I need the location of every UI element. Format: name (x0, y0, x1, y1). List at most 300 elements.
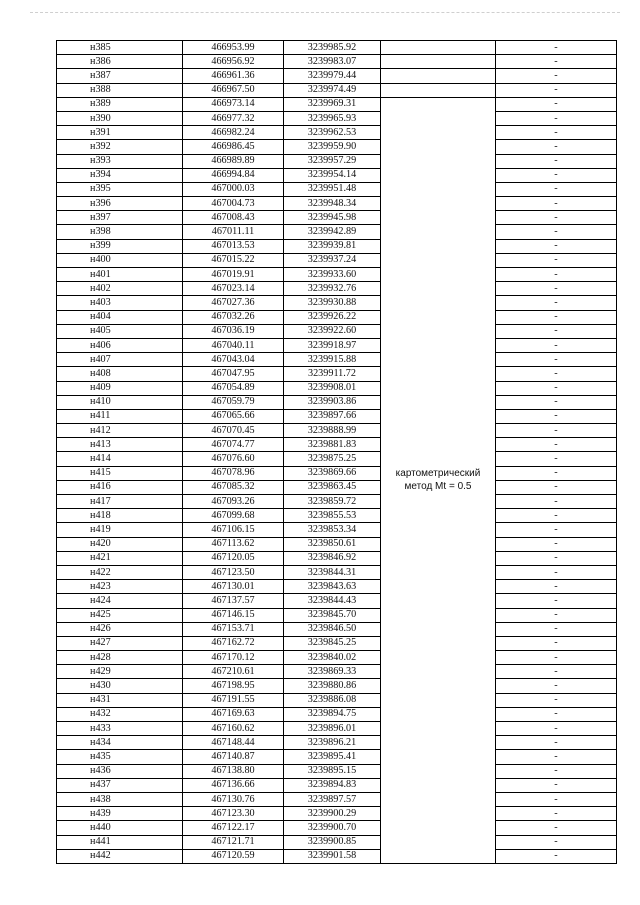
point-name-cell: н436 (57, 764, 183, 778)
point-name-cell: н420 (57, 537, 183, 551)
table-row (57, 565, 617, 579)
table-row (57, 324, 617, 338)
method-text-line1: картометрический (395, 468, 481, 480)
y-coordinate-cell: 3239840.02 (284, 651, 381, 665)
table-row (57, 722, 617, 736)
table-row (57, 424, 617, 438)
table-row (57, 679, 617, 693)
x-coordinate-cell: 467136.66 (183, 778, 284, 792)
y-coordinate-cell: 3239939.81 (284, 239, 381, 253)
y-coordinate-cell: 3239926.22 (284, 310, 381, 324)
y-coordinate-cell: 3239945.98 (284, 211, 381, 225)
dash-cell: - (496, 792, 617, 806)
y-coordinate-cell: 3239895.41 (284, 750, 381, 764)
point-name-cell: н433 (57, 722, 183, 736)
y-coordinate-cell: 3239850.61 (284, 537, 381, 551)
dash-cell: - (496, 565, 617, 579)
dash-cell: - (496, 211, 617, 225)
y-coordinate-cell: 3239897.57 (284, 792, 381, 806)
point-name-cell: н404 (57, 310, 183, 324)
table-row (57, 395, 617, 409)
dash-cell: - (496, 239, 617, 253)
point-name-cell: н422 (57, 565, 183, 579)
table-row (57, 168, 617, 182)
coordinates-table (56, 40, 617, 864)
point-name-cell: н425 (57, 608, 183, 622)
table-row (57, 849, 617, 863)
x-coordinate-cell: 467054.89 (183, 381, 284, 395)
point-name-cell: н387 (57, 69, 183, 83)
x-coordinate-cell: 467106.15 (183, 523, 284, 537)
point-name-cell: н423 (57, 580, 183, 594)
table-row (57, 55, 617, 69)
x-coordinate-cell: 467036.19 (183, 324, 284, 338)
x-coordinate-cell: 467122.17 (183, 821, 284, 835)
point-name-cell: н414 (57, 452, 183, 466)
table-row (57, 608, 617, 622)
point-name-cell: н427 (57, 636, 183, 650)
point-name-cell: н429 (57, 665, 183, 679)
table-row (57, 523, 617, 537)
x-coordinate-cell: 467153.71 (183, 622, 284, 636)
dash-cell: - (496, 636, 617, 650)
table-row (57, 792, 617, 806)
point-name-cell: н395 (57, 182, 183, 196)
y-coordinate-cell: 3239894.83 (284, 778, 381, 792)
table-row (57, 736, 617, 750)
x-coordinate-cell: 467070.45 (183, 424, 284, 438)
point-name-cell: н403 (57, 296, 183, 310)
y-coordinate-cell: 3239880.86 (284, 679, 381, 693)
x-coordinate-cell: 467047.95 (183, 367, 284, 381)
x-coordinate-cell: 467013.53 (183, 239, 284, 253)
y-coordinate-cell: 3239853.34 (284, 523, 381, 537)
table-row (57, 381, 617, 395)
point-name-cell: н410 (57, 395, 183, 409)
dash-cell: - (496, 140, 617, 154)
y-coordinate-cell: 3239932.76 (284, 282, 381, 296)
x-coordinate-cell: 467121.71 (183, 835, 284, 849)
dash-cell: - (496, 622, 617, 636)
point-name-cell: н430 (57, 679, 183, 693)
table-row (57, 495, 617, 509)
y-coordinate-cell: 3239859.72 (284, 495, 381, 509)
method-cell-empty (381, 55, 496, 69)
x-coordinate-cell: 467078.96 (183, 466, 284, 480)
table-row (57, 409, 617, 423)
y-coordinate-cell: 3239974.49 (284, 83, 381, 97)
point-name-cell: н386 (57, 55, 183, 69)
y-coordinate-cell: 3239983.07 (284, 55, 381, 69)
x-coordinate-cell: 467210.61 (183, 665, 284, 679)
point-name-cell: н400 (57, 253, 183, 267)
x-coordinate-cell: 467113.62 (183, 537, 284, 551)
x-coordinate-cell: 467123.30 (183, 807, 284, 821)
x-coordinate-cell: 467148.44 (183, 736, 284, 750)
y-coordinate-cell: 3239942.89 (284, 225, 381, 239)
table-row (57, 197, 617, 211)
table-row (57, 268, 617, 282)
dash-cell: - (496, 111, 617, 125)
dash-cell: - (496, 736, 617, 750)
dash-cell: - (496, 424, 617, 438)
dash-cell: - (496, 651, 617, 665)
x-coordinate-cell: 466961.36 (183, 69, 284, 83)
x-coordinate-cell: 467169.63 (183, 707, 284, 721)
method-cell-empty (381, 41, 496, 55)
dash-cell: - (496, 750, 617, 764)
table-row (57, 821, 617, 835)
x-coordinate-cell: 467027.36 (183, 296, 284, 310)
point-name-cell: н434 (57, 736, 183, 750)
dash-cell: - (496, 41, 617, 55)
dash-cell: - (496, 537, 617, 551)
y-coordinate-cell: 3239846.50 (284, 622, 381, 636)
y-coordinate-cell: 3239900.85 (284, 835, 381, 849)
x-coordinate-cell: 466953.99 (183, 41, 284, 55)
y-coordinate-cell: 3239881.83 (284, 438, 381, 452)
dash-cell: - (496, 835, 617, 849)
point-name-cell: н411 (57, 409, 183, 423)
dash-cell: - (496, 367, 617, 381)
y-coordinate-cell: 3239911.72 (284, 367, 381, 381)
dash-cell: - (496, 338, 617, 352)
dash-cell: - (496, 452, 617, 466)
table-row (57, 764, 617, 778)
x-coordinate-cell: 467076.60 (183, 452, 284, 466)
dash-cell: - (496, 764, 617, 778)
method-cell-empty (381, 69, 496, 83)
y-coordinate-cell: 3239962.53 (284, 126, 381, 140)
x-coordinate-cell: 467120.59 (183, 849, 284, 863)
point-name-cell: н415 (57, 466, 183, 480)
y-coordinate-cell: 3239922.60 (284, 324, 381, 338)
y-coordinate-cell: 3239969.31 (284, 97, 381, 111)
y-coordinate-cell: 3239937.24 (284, 253, 381, 267)
dash-cell: - (496, 225, 617, 239)
y-coordinate-cell: 3239888.99 (284, 424, 381, 438)
y-coordinate-cell: 3239844.31 (284, 565, 381, 579)
x-coordinate-cell: 467074.77 (183, 438, 284, 452)
table-row (57, 239, 617, 253)
dash-cell: - (496, 849, 617, 863)
dash-cell: - (496, 821, 617, 835)
y-coordinate-cell: 3239957.29 (284, 154, 381, 168)
method-text-line2: метод Mt = 0.5 (404, 481, 472, 493)
dash-cell: - (496, 523, 617, 537)
coordinates-table-body (57, 41, 617, 864)
y-coordinate-cell: 3239900.29 (284, 807, 381, 821)
table-row (57, 140, 617, 154)
point-name-cell: н393 (57, 154, 183, 168)
point-name-cell: н418 (57, 509, 183, 523)
point-name-cell: н424 (57, 594, 183, 608)
point-name-cell: н408 (57, 367, 183, 381)
y-coordinate-cell: 3239846.92 (284, 551, 381, 565)
x-coordinate-cell: 467093.26 (183, 495, 284, 509)
y-coordinate-cell: 3239895.15 (284, 764, 381, 778)
point-name-cell: н409 (57, 381, 183, 395)
x-coordinate-cell: 467019.91 (183, 268, 284, 282)
x-coordinate-cell: 467146.15 (183, 608, 284, 622)
table-row (57, 154, 617, 168)
table-row (57, 835, 617, 849)
y-coordinate-cell: 3239979.44 (284, 69, 381, 83)
y-coordinate-cell: 3239845.70 (284, 608, 381, 622)
y-coordinate-cell: 3239863.45 (284, 480, 381, 494)
table-row (57, 126, 617, 140)
dash-cell: - (496, 395, 617, 409)
point-name-cell: н390 (57, 111, 183, 125)
table-row (57, 310, 617, 324)
table-row (57, 338, 617, 352)
dash-cell: - (496, 665, 617, 679)
table-row (57, 594, 617, 608)
table-row (57, 551, 617, 565)
table-row (57, 253, 617, 267)
y-coordinate-cell: 3239855.53 (284, 509, 381, 523)
dash-cell: - (496, 97, 617, 111)
point-name-cell: н431 (57, 693, 183, 707)
dash-cell: - (496, 580, 617, 594)
table-row (57, 750, 617, 764)
x-coordinate-cell: 467162.72 (183, 636, 284, 650)
x-coordinate-cell: 467023.14 (183, 282, 284, 296)
y-coordinate-cell: 3239875.25 (284, 452, 381, 466)
table-row (57, 509, 617, 523)
table-row (57, 182, 617, 196)
x-coordinate-cell: 467040.11 (183, 338, 284, 352)
y-coordinate-cell: 3239933.60 (284, 268, 381, 282)
y-coordinate-cell: 3239869.33 (284, 665, 381, 679)
y-coordinate-cell: 3239930.88 (284, 296, 381, 310)
dash-cell: - (496, 268, 617, 282)
x-coordinate-cell: 467130.01 (183, 580, 284, 594)
dash-cell: - (496, 310, 617, 324)
dash-cell: - (496, 495, 617, 509)
x-coordinate-cell: 466986.45 (183, 140, 284, 154)
x-coordinate-cell: 467032.26 (183, 310, 284, 324)
point-name-cell: н439 (57, 807, 183, 821)
x-coordinate-cell: 466973.14 (183, 97, 284, 111)
table-row (57, 651, 617, 665)
point-name-cell: н391 (57, 126, 183, 140)
dash-cell: - (496, 509, 617, 523)
dash-cell: - (496, 69, 617, 83)
table-row (57, 807, 617, 821)
dash-cell: - (496, 282, 617, 296)
y-coordinate-cell: 3239896.21 (284, 736, 381, 750)
point-name-cell: н388 (57, 83, 183, 97)
point-name-cell: н398 (57, 225, 183, 239)
point-name-cell: н385 (57, 41, 183, 55)
point-name-cell: н394 (57, 168, 183, 182)
x-coordinate-cell: 467085.32 (183, 480, 284, 494)
y-coordinate-cell: 3239894.75 (284, 707, 381, 721)
x-coordinate-cell: 466994.84 (183, 168, 284, 182)
dash-cell: - (496, 722, 617, 736)
table-row (57, 353, 617, 367)
point-name-cell: н401 (57, 268, 183, 282)
x-coordinate-cell: 466989.89 (183, 154, 284, 168)
method-cell-empty (381, 83, 496, 97)
point-name-cell: н440 (57, 821, 183, 835)
table-row (57, 580, 617, 594)
dash-cell: - (496, 409, 617, 423)
y-coordinate-cell: 3239903.86 (284, 395, 381, 409)
y-coordinate-cell: 3239951.48 (284, 182, 381, 196)
dash-cell: - (496, 778, 617, 792)
dash-cell: - (496, 466, 617, 480)
point-name-cell: н392 (57, 140, 183, 154)
dash-cell: - (496, 707, 617, 721)
table-row (57, 282, 617, 296)
x-coordinate-cell: 467130.76 (183, 792, 284, 806)
method-cell (381, 97, 496, 863)
dash-cell: - (496, 551, 617, 565)
y-coordinate-cell: 3239959.90 (284, 140, 381, 154)
table-row (57, 367, 617, 381)
y-coordinate-cell: 3239985.92 (284, 41, 381, 55)
point-name-cell: н416 (57, 480, 183, 494)
table-row (57, 665, 617, 679)
x-coordinate-cell: 467059.79 (183, 395, 284, 409)
y-coordinate-cell: 3239918.97 (284, 338, 381, 352)
x-coordinate-cell: 467137.57 (183, 594, 284, 608)
y-coordinate-cell: 3239843.63 (284, 580, 381, 594)
y-coordinate-cell: 3239901.58 (284, 849, 381, 863)
method-text (396, 467, 481, 493)
dash-cell: - (496, 594, 617, 608)
dash-cell: - (496, 480, 617, 494)
dash-cell: - (496, 83, 617, 97)
table-row (57, 97, 617, 111)
x-coordinate-cell: 467140.87 (183, 750, 284, 764)
dash-cell: - (496, 168, 617, 182)
dash-cell: - (496, 182, 617, 196)
table-row (57, 636, 617, 650)
table-row (57, 211, 617, 225)
y-coordinate-cell: 3239844.43 (284, 594, 381, 608)
y-coordinate-cell: 3239948.34 (284, 197, 381, 211)
table-row (57, 69, 617, 83)
x-coordinate-cell: 466956.92 (183, 55, 284, 69)
dash-cell: - (496, 55, 617, 69)
table-row (57, 778, 617, 792)
table-row (57, 438, 617, 452)
x-coordinate-cell: 467099.68 (183, 509, 284, 523)
x-coordinate-cell: 467000.03 (183, 182, 284, 196)
y-coordinate-cell: 3239886.08 (284, 693, 381, 707)
table-row (57, 693, 617, 707)
dash-cell: - (496, 253, 617, 267)
point-name-cell: н397 (57, 211, 183, 225)
x-coordinate-cell: 467008.43 (183, 211, 284, 225)
point-name-cell: н441 (57, 835, 183, 849)
point-name-cell: н389 (57, 97, 183, 111)
dash-cell: - (496, 197, 617, 211)
dash-cell: - (496, 438, 617, 452)
y-coordinate-cell: 3239915.88 (284, 353, 381, 367)
y-coordinate-cell: 3239869.66 (284, 466, 381, 480)
point-name-cell: н402 (57, 282, 183, 296)
table-row (57, 296, 617, 310)
dash-cell: - (496, 807, 617, 821)
point-name-cell: н428 (57, 651, 183, 665)
x-coordinate-cell: 467011.11 (183, 225, 284, 239)
dash-cell: - (496, 154, 617, 168)
table-row (57, 537, 617, 551)
point-name-cell: н435 (57, 750, 183, 764)
table-row (57, 480, 617, 494)
y-coordinate-cell: 3239897.66 (284, 409, 381, 423)
x-coordinate-cell: 467043.04 (183, 353, 284, 367)
dash-cell: - (496, 693, 617, 707)
x-coordinate-cell: 466977.32 (183, 111, 284, 125)
y-coordinate-cell: 3239965.93 (284, 111, 381, 125)
x-coordinate-cell: 467004.73 (183, 197, 284, 211)
x-coordinate-cell: 467160.62 (183, 722, 284, 736)
table-row (57, 225, 617, 239)
point-name-cell: н399 (57, 239, 183, 253)
x-coordinate-cell: 467015.22 (183, 253, 284, 267)
table-row (57, 83, 617, 97)
x-coordinate-cell: 467191.55 (183, 693, 284, 707)
table-row (57, 622, 617, 636)
point-name-cell: н419 (57, 523, 183, 537)
x-coordinate-cell: 467123.50 (183, 565, 284, 579)
point-name-cell: н406 (57, 338, 183, 352)
point-name-cell: н412 (57, 424, 183, 438)
page-top-border (30, 12, 620, 13)
table-row (57, 41, 617, 55)
dash-cell: - (496, 679, 617, 693)
x-coordinate-cell: 467120.05 (183, 551, 284, 565)
x-coordinate-cell: 467138.80 (183, 764, 284, 778)
point-name-cell: н417 (57, 495, 183, 509)
y-coordinate-cell: 3239954.14 (284, 168, 381, 182)
y-coordinate-cell: 3239908.01 (284, 381, 381, 395)
table-row (57, 466, 617, 480)
x-coordinate-cell: 467198.95 (183, 679, 284, 693)
y-coordinate-cell: 3239896.01 (284, 722, 381, 736)
y-coordinate-cell: 3239900.70 (284, 821, 381, 835)
dash-cell: - (496, 381, 617, 395)
table-row (57, 111, 617, 125)
x-coordinate-cell: 466967.50 (183, 83, 284, 97)
point-name-cell: н432 (57, 707, 183, 721)
dash-cell: - (496, 353, 617, 367)
x-coordinate-cell: 466982.24 (183, 126, 284, 140)
point-name-cell: н438 (57, 792, 183, 806)
point-name-cell: н396 (57, 197, 183, 211)
point-name-cell: н442 (57, 849, 183, 863)
point-name-cell: н421 (57, 551, 183, 565)
point-name-cell: н413 (57, 438, 183, 452)
table-row (57, 452, 617, 466)
x-coordinate-cell: 467065.66 (183, 409, 284, 423)
x-coordinate-cell: 467170.12 (183, 651, 284, 665)
point-name-cell: н407 (57, 353, 183, 367)
dash-cell: - (496, 126, 617, 140)
dash-cell: - (496, 324, 617, 338)
table-row (57, 707, 617, 721)
point-name-cell: н426 (57, 622, 183, 636)
point-name-cell: н405 (57, 324, 183, 338)
point-name-cell: н437 (57, 778, 183, 792)
y-coordinate-cell: 3239845.25 (284, 636, 381, 650)
dash-cell: - (496, 296, 617, 310)
